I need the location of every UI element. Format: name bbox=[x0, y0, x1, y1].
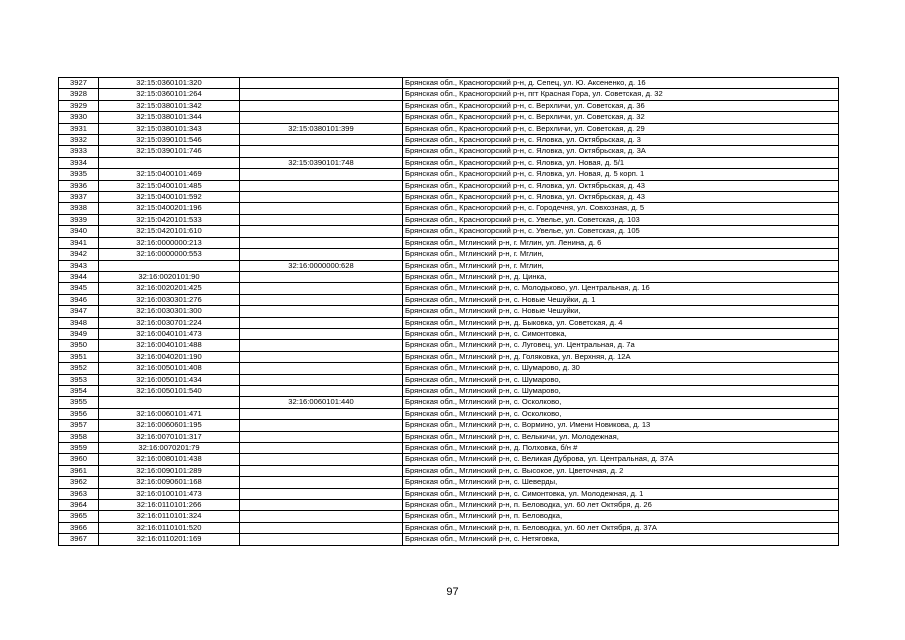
cadastral-number-cell: 32:16:0030301:300 bbox=[99, 306, 240, 317]
cadastral-number-cell bbox=[99, 397, 240, 408]
cadastral-number-cell: 32:16:0030701:224 bbox=[99, 317, 240, 328]
cadastral-number-alt-cell: 32:15:0390101:748 bbox=[240, 157, 403, 168]
row-number-cell: 3931 bbox=[59, 123, 99, 134]
cadastral-number-cell bbox=[99, 157, 240, 168]
cadastral-number-cell: 32:16:0050101:540 bbox=[99, 385, 240, 396]
table-row bbox=[59, 306, 839, 317]
row-number-cell: 3927 bbox=[59, 78, 99, 89]
cadastral-number-alt-cell bbox=[240, 192, 403, 203]
row-number-cell: 3934 bbox=[59, 157, 99, 168]
address-cell: Брянская обл., Красногорский р-н, с. Верхличи, ул. Советская, д. 29 bbox=[403, 123, 839, 134]
row-number-cell: 3938 bbox=[59, 203, 99, 214]
row-number-cell: 3949 bbox=[59, 328, 99, 339]
cadastral-number-cell: 32:16:0080101:438 bbox=[99, 454, 240, 465]
address-cell: Брянская обл., Мглинский р-н, с. Высокое, ул. Цветочная, д. 2 bbox=[403, 465, 839, 476]
row-number-cell: 3940 bbox=[59, 226, 99, 237]
cadastral-number-cell: 32:16:0060601:195 bbox=[99, 420, 240, 431]
cadastral-number-cell: 32:15:0400101:485 bbox=[99, 180, 240, 191]
cadastral-number-alt-cell bbox=[240, 317, 403, 328]
table-row bbox=[59, 500, 839, 511]
table-row bbox=[59, 385, 839, 396]
table-row bbox=[59, 431, 839, 442]
address-cell: Брянская обл., Мглинский р-н, д. Цинка, bbox=[403, 271, 839, 282]
row-number-cell: 3965 bbox=[59, 511, 99, 522]
cadastral-number-alt-cell bbox=[240, 477, 403, 488]
address-cell: Брянская обл., Мглинский р-н, с. Осколково, bbox=[403, 408, 839, 419]
cadastral-number-alt-cell bbox=[240, 465, 403, 476]
table-row bbox=[59, 192, 839, 203]
address-cell: Брянская обл., Мглинский р-н, с. Симонтовка, ул. Молодежная, д. 1 bbox=[403, 488, 839, 499]
table-row bbox=[59, 237, 839, 248]
cadastral-number-cell: 32:16:0110101:520 bbox=[99, 522, 240, 533]
cadastral-number-alt-cell bbox=[240, 146, 403, 157]
cadastral-number-alt-cell bbox=[240, 112, 403, 123]
address-cell: Брянская обл., Мглинский р-н, с. Луговец, ул. Центральная, д. 7а bbox=[403, 340, 839, 351]
cadastral-number-alt-cell bbox=[240, 454, 403, 465]
table-row bbox=[59, 534, 839, 545]
cadastral-number-alt-cell bbox=[240, 363, 403, 374]
cadastral-number-cell: 32:16:0000000:553 bbox=[99, 249, 240, 260]
cadastral-number-alt-cell bbox=[240, 226, 403, 237]
address-cell: Брянская обл., Мглинский р-н, г. Мглин, bbox=[403, 260, 839, 271]
cadastral-number-cell: 32:15:0360101:320 bbox=[99, 78, 240, 89]
address-cell: Брянская обл., Красногорский р-н, с. Увелье, ул. Советская, д. 105 bbox=[403, 226, 839, 237]
row-number-cell: 3935 bbox=[59, 169, 99, 180]
row-number-cell: 3952 bbox=[59, 363, 99, 374]
cadastral-number-alt-cell bbox=[240, 294, 403, 305]
cadastral-number-cell: 32:15:0360101:264 bbox=[99, 89, 240, 100]
cadastral-number-alt-cell bbox=[240, 522, 403, 533]
cadastral-number-cell: 32:16:0070201:79 bbox=[99, 443, 240, 454]
row-number-cell: 3948 bbox=[59, 317, 99, 328]
address-cell: Брянская обл., Мглинский р-н, г. Мглин, bbox=[403, 249, 839, 260]
address-cell: Брянская обл., Красногорский р-н, с. Яловка, ул. Октябрьская, д. 3А bbox=[403, 146, 839, 157]
table-row bbox=[59, 89, 839, 100]
cadastral-number-cell: 32:16:0070101:317 bbox=[99, 431, 240, 442]
row-number-cell: 3964 bbox=[59, 500, 99, 511]
cadastral-number-cell: 32:15:0400201:196 bbox=[99, 203, 240, 214]
table-row bbox=[59, 465, 839, 476]
cadastral-number-alt-cell bbox=[240, 534, 403, 545]
row-number-cell: 3933 bbox=[59, 146, 99, 157]
row-number-cell: 3963 bbox=[59, 488, 99, 499]
row-number-cell: 3946 bbox=[59, 294, 99, 305]
cadastral-number-alt-cell bbox=[240, 283, 403, 294]
cadastral-number-alt-cell bbox=[240, 100, 403, 111]
cadastral-number-alt-cell bbox=[240, 214, 403, 225]
cadastral-number-alt-cell bbox=[240, 306, 403, 317]
table-row bbox=[59, 397, 839, 408]
address-cell: Брянская обл., Мглинский р-н, с. Шумарово, д. 30 bbox=[403, 363, 839, 374]
row-number-cell: 3967 bbox=[59, 534, 99, 545]
table-row bbox=[59, 317, 839, 328]
address-cell: Брянская обл., Мглинский р-н, п. Беловодка, ул. 60 лет Октября, д. 37А bbox=[403, 522, 839, 533]
table-row bbox=[59, 363, 839, 374]
address-cell: Брянская обл., Красногорский р-н, с. Яловка, ул. Октябрьская, д. 3 bbox=[403, 135, 839, 146]
address-cell: Брянская обл., Красногорский р-н, с. Яловка, ул. Октябрьская, д. 43 bbox=[403, 180, 839, 191]
row-number-cell: 3966 bbox=[59, 522, 99, 533]
table-row bbox=[59, 283, 839, 294]
cadastral-number-cell: 32:15:0400101:469 bbox=[99, 169, 240, 180]
address-cell: Брянская обл., Красногорский р-н, с. Яловка, ул. Октябрьская, д. 43 bbox=[403, 192, 839, 203]
row-number-cell: 3932 bbox=[59, 135, 99, 146]
table-row bbox=[59, 454, 839, 465]
cadastral-number-cell: 32:15:0390101:546 bbox=[99, 135, 240, 146]
cadastral-number-cell: 32:16:0040101:473 bbox=[99, 328, 240, 339]
table-row bbox=[59, 374, 839, 385]
cadastral-number-cell: 32:16:0020201:425 bbox=[99, 283, 240, 294]
cadastral-number-alt-cell bbox=[240, 180, 403, 191]
row-number-cell: 3930 bbox=[59, 112, 99, 123]
cadastral-number-alt-cell: 32:16:0000000:628 bbox=[240, 260, 403, 271]
cadastral-number-alt-cell: 32:16:0060101:440 bbox=[240, 397, 403, 408]
cadastral-number-alt-cell bbox=[240, 249, 403, 260]
page-number: 97 bbox=[446, 586, 459, 598]
row-number-cell: 3945 bbox=[59, 283, 99, 294]
address-cell: Брянская обл., Мглинский р-н, с. Вормино, ул. Имени Новикова, д. 13 bbox=[403, 420, 839, 431]
row-number-cell: 3956 bbox=[59, 408, 99, 419]
row-number-cell: 3941 bbox=[59, 237, 99, 248]
table-row bbox=[59, 522, 839, 533]
row-number-cell: 3947 bbox=[59, 306, 99, 317]
cadastral-number-alt-cell bbox=[240, 431, 403, 442]
cadastral-number-alt-cell bbox=[240, 511, 403, 522]
address-cell: Брянская обл., Мглинский р-н, д. Голяковка, ул. Верхняя, д. 12А bbox=[403, 351, 839, 362]
row-number-cell: 3942 bbox=[59, 249, 99, 260]
cadastral-number-cell: 32:16:0040201:190 bbox=[99, 351, 240, 362]
table-row bbox=[59, 260, 839, 271]
cadastral-number-alt-cell bbox=[240, 500, 403, 511]
table-row bbox=[59, 351, 839, 362]
cadastral-number-alt-cell bbox=[240, 385, 403, 396]
cadastral-number-cell: 32:15:0420101:610 bbox=[99, 226, 240, 237]
table-row bbox=[59, 135, 839, 146]
row-number-cell: 3943 bbox=[59, 260, 99, 271]
address-cell: Брянская обл., Мглинский р-н, с. Новые Чешуйки, д. 1 bbox=[403, 294, 839, 305]
table-row bbox=[59, 78, 839, 89]
cadastral-number-alt-cell: 32:15:0380101:399 bbox=[240, 123, 403, 134]
table-row bbox=[59, 420, 839, 431]
cadastral-number-alt-cell bbox=[240, 488, 403, 499]
table-row bbox=[59, 214, 839, 225]
address-cell: Брянская обл., Мглинский р-н, п. Беловодка, ул. 60 лет Октября, д. 26 bbox=[403, 500, 839, 511]
cadastral-number-cell: 32:16:0030301:276 bbox=[99, 294, 240, 305]
row-number-cell: 3961 bbox=[59, 465, 99, 476]
row-number-cell: 3954 bbox=[59, 385, 99, 396]
table-row bbox=[59, 408, 839, 419]
row-number-cell: 3936 bbox=[59, 180, 99, 191]
table-row bbox=[59, 180, 839, 191]
row-number-cell: 3939 bbox=[59, 214, 99, 225]
address-cell: Брянская обл., Мглинский р-н, д. Быковка, ул. Советская, д. 4 bbox=[403, 317, 839, 328]
address-cell: Брянская обл., Красногорский р-н, с. Верхличи, ул. Советская, д. 36 bbox=[403, 100, 839, 111]
table-row bbox=[59, 443, 839, 454]
row-number-cell: 3957 bbox=[59, 420, 99, 431]
address-cell: Брянская обл., Мглинский р-н, д. Полховка, б/н # bbox=[403, 443, 839, 454]
cadastral-number-cell: 32:15:0400101:592 bbox=[99, 192, 240, 203]
row-number-cell: 3944 bbox=[59, 271, 99, 282]
cadastral-number-cell: 32:16:0040101:488 bbox=[99, 340, 240, 351]
address-cell: Брянская обл., Красногорский р-н, с. Яловка, ул. Новая, д. 5/1 bbox=[403, 157, 839, 168]
cadastral-number-alt-cell bbox=[240, 340, 403, 351]
address-cell: Брянская обл., Мглинский р-н, с. Молодьково, ул. Центральная, д. 16 bbox=[403, 283, 839, 294]
cadastral-number-cell: 32:16:0100101:473 bbox=[99, 488, 240, 499]
table-row bbox=[59, 169, 839, 180]
cadastral-number-cell: 32:16:0110101:266 bbox=[99, 500, 240, 511]
table-row bbox=[59, 157, 839, 168]
cadastral-number-cell: 32:15:0380101:342 bbox=[99, 100, 240, 111]
address-cell: Брянская обл., Мглинский р-н, с. Симонтовка, bbox=[403, 328, 839, 339]
cadastral-number-cell: 32:16:0000000:213 bbox=[99, 237, 240, 248]
cadastral-number-cell: 32:15:0390101:746 bbox=[99, 146, 240, 157]
row-number-cell: 3962 bbox=[59, 477, 99, 488]
row-number-cell: 3951 bbox=[59, 351, 99, 362]
cadastral-number-cell: 32:16:0020101:90 bbox=[99, 271, 240, 282]
table-row bbox=[59, 340, 839, 351]
cadastral-number-alt-cell bbox=[240, 271, 403, 282]
table-row bbox=[59, 100, 839, 111]
address-cell: Брянская обл., Мглинский р-н, с. Новые Чешуйки, bbox=[403, 306, 839, 317]
address-cell: Брянская обл., Мглинский р-н, с. Осколково, bbox=[403, 397, 839, 408]
row-number-cell: 3960 bbox=[59, 454, 99, 465]
table-row bbox=[59, 328, 839, 339]
cadastral-number-alt-cell bbox=[240, 351, 403, 362]
row-number-cell: 3928 bbox=[59, 89, 99, 100]
table-row bbox=[59, 112, 839, 123]
address-cell: Брянская обл., Красногорский р-н, с. Яловка, ул. Новая, д. 5 корп. 1 bbox=[403, 169, 839, 180]
cadastral-number-alt-cell bbox=[240, 420, 403, 431]
address-cell: Брянская обл., Красногорский р-н, с. Увелье, ул. Советская, д. 103 bbox=[403, 214, 839, 225]
address-cell: Брянская обл., Мглинский р-н, с. Шеверды, bbox=[403, 477, 839, 488]
table-row bbox=[59, 203, 839, 214]
table-row bbox=[59, 294, 839, 305]
table-row bbox=[59, 488, 839, 499]
cadastral-number-cell bbox=[99, 260, 240, 271]
cadastral-number-cell: 32:16:0050101:434 bbox=[99, 374, 240, 385]
address-cell: Брянская обл., Мглинский р-н, п. Беловодка, bbox=[403, 511, 839, 522]
table-row bbox=[59, 249, 839, 260]
address-cell: Брянская обл., Красногорский р-н, д. Сепец, ул. Ю. Аксененко, д. 16 bbox=[403, 78, 839, 89]
cadastral-number-cell: 32:16:0090101:289 bbox=[99, 465, 240, 476]
records-table-body bbox=[59, 78, 839, 546]
cadastral-number-cell: 32:16:0090601:168 bbox=[99, 477, 240, 488]
cadastral-number-alt-cell bbox=[240, 78, 403, 89]
cadastral-number-cell: 32:16:0110101:324 bbox=[99, 511, 240, 522]
row-number-cell: 3958 bbox=[59, 431, 99, 442]
row-number-cell: 3953 bbox=[59, 374, 99, 385]
row-number-cell: 3937 bbox=[59, 192, 99, 203]
table-row bbox=[59, 226, 839, 237]
cadastral-number-alt-cell bbox=[240, 408, 403, 419]
cadastral-number-alt-cell bbox=[240, 443, 403, 454]
records-table bbox=[58, 77, 839, 546]
address-cell: Брянская обл., Мглинский р-н, с. Велькичи, ул. Молодежная, bbox=[403, 431, 839, 442]
table-row bbox=[59, 271, 839, 282]
cadastral-number-alt-cell bbox=[240, 89, 403, 100]
address-cell: Брянская обл., Мглинский р-н, с. Нетяговка, bbox=[403, 534, 839, 545]
cadastral-number-cell: 32:16:0050101:408 bbox=[99, 363, 240, 374]
cadastral-number-alt-cell bbox=[240, 135, 403, 146]
cadastral-number-alt-cell bbox=[240, 169, 403, 180]
table-row bbox=[59, 477, 839, 488]
cadastral-number-alt-cell bbox=[240, 203, 403, 214]
address-cell: Брянская обл., Красногорский р-н, пгт Красная Гора, ул. Советская, д. 32 bbox=[403, 89, 839, 100]
cadastral-number-cell: 32:15:0420101:533 bbox=[99, 214, 240, 225]
table-row bbox=[59, 123, 839, 134]
address-cell: Брянская обл., Мглинский р-н, г. Мглин, ул. Ленина, д. 6 bbox=[403, 237, 839, 248]
address-cell: Брянская обл., Красногорский р-н, с. Верхличи, ул. Советская, д. 32 bbox=[403, 112, 839, 123]
cadastral-number-alt-cell bbox=[240, 237, 403, 248]
address-cell: Брянская обл., Мглинский р-н, с. Великая Дуброва, ул. Центральная, д. 37А bbox=[403, 454, 839, 465]
address-cell: Брянская обл., Мглинский р-н, с. Шумарово, bbox=[403, 385, 839, 396]
cadastral-number-alt-cell bbox=[240, 328, 403, 339]
row-number-cell: 3950 bbox=[59, 340, 99, 351]
cadastral-number-cell: 32:16:0060101:471 bbox=[99, 408, 240, 419]
row-number-cell: 3929 bbox=[59, 100, 99, 111]
address-cell: Брянская обл., Мглинский р-н, с. Шумарово, bbox=[403, 374, 839, 385]
cadastral-number-cell: 32:16:0110201:169 bbox=[99, 534, 240, 545]
cadastral-number-cell: 32:15:0380101:344 bbox=[99, 112, 240, 123]
cadastral-number-cell: 32:15:0380101:343 bbox=[99, 123, 240, 134]
row-number-cell: 3955 bbox=[59, 397, 99, 408]
row-number-cell: 3959 bbox=[59, 443, 99, 454]
table-row bbox=[59, 511, 839, 522]
address-cell: Брянская обл., Красногорский р-н, с. Городечня, ул. Совхозная, д. 5 bbox=[403, 203, 839, 214]
cadastral-number-alt-cell bbox=[240, 374, 403, 385]
table-row bbox=[59, 146, 839, 157]
